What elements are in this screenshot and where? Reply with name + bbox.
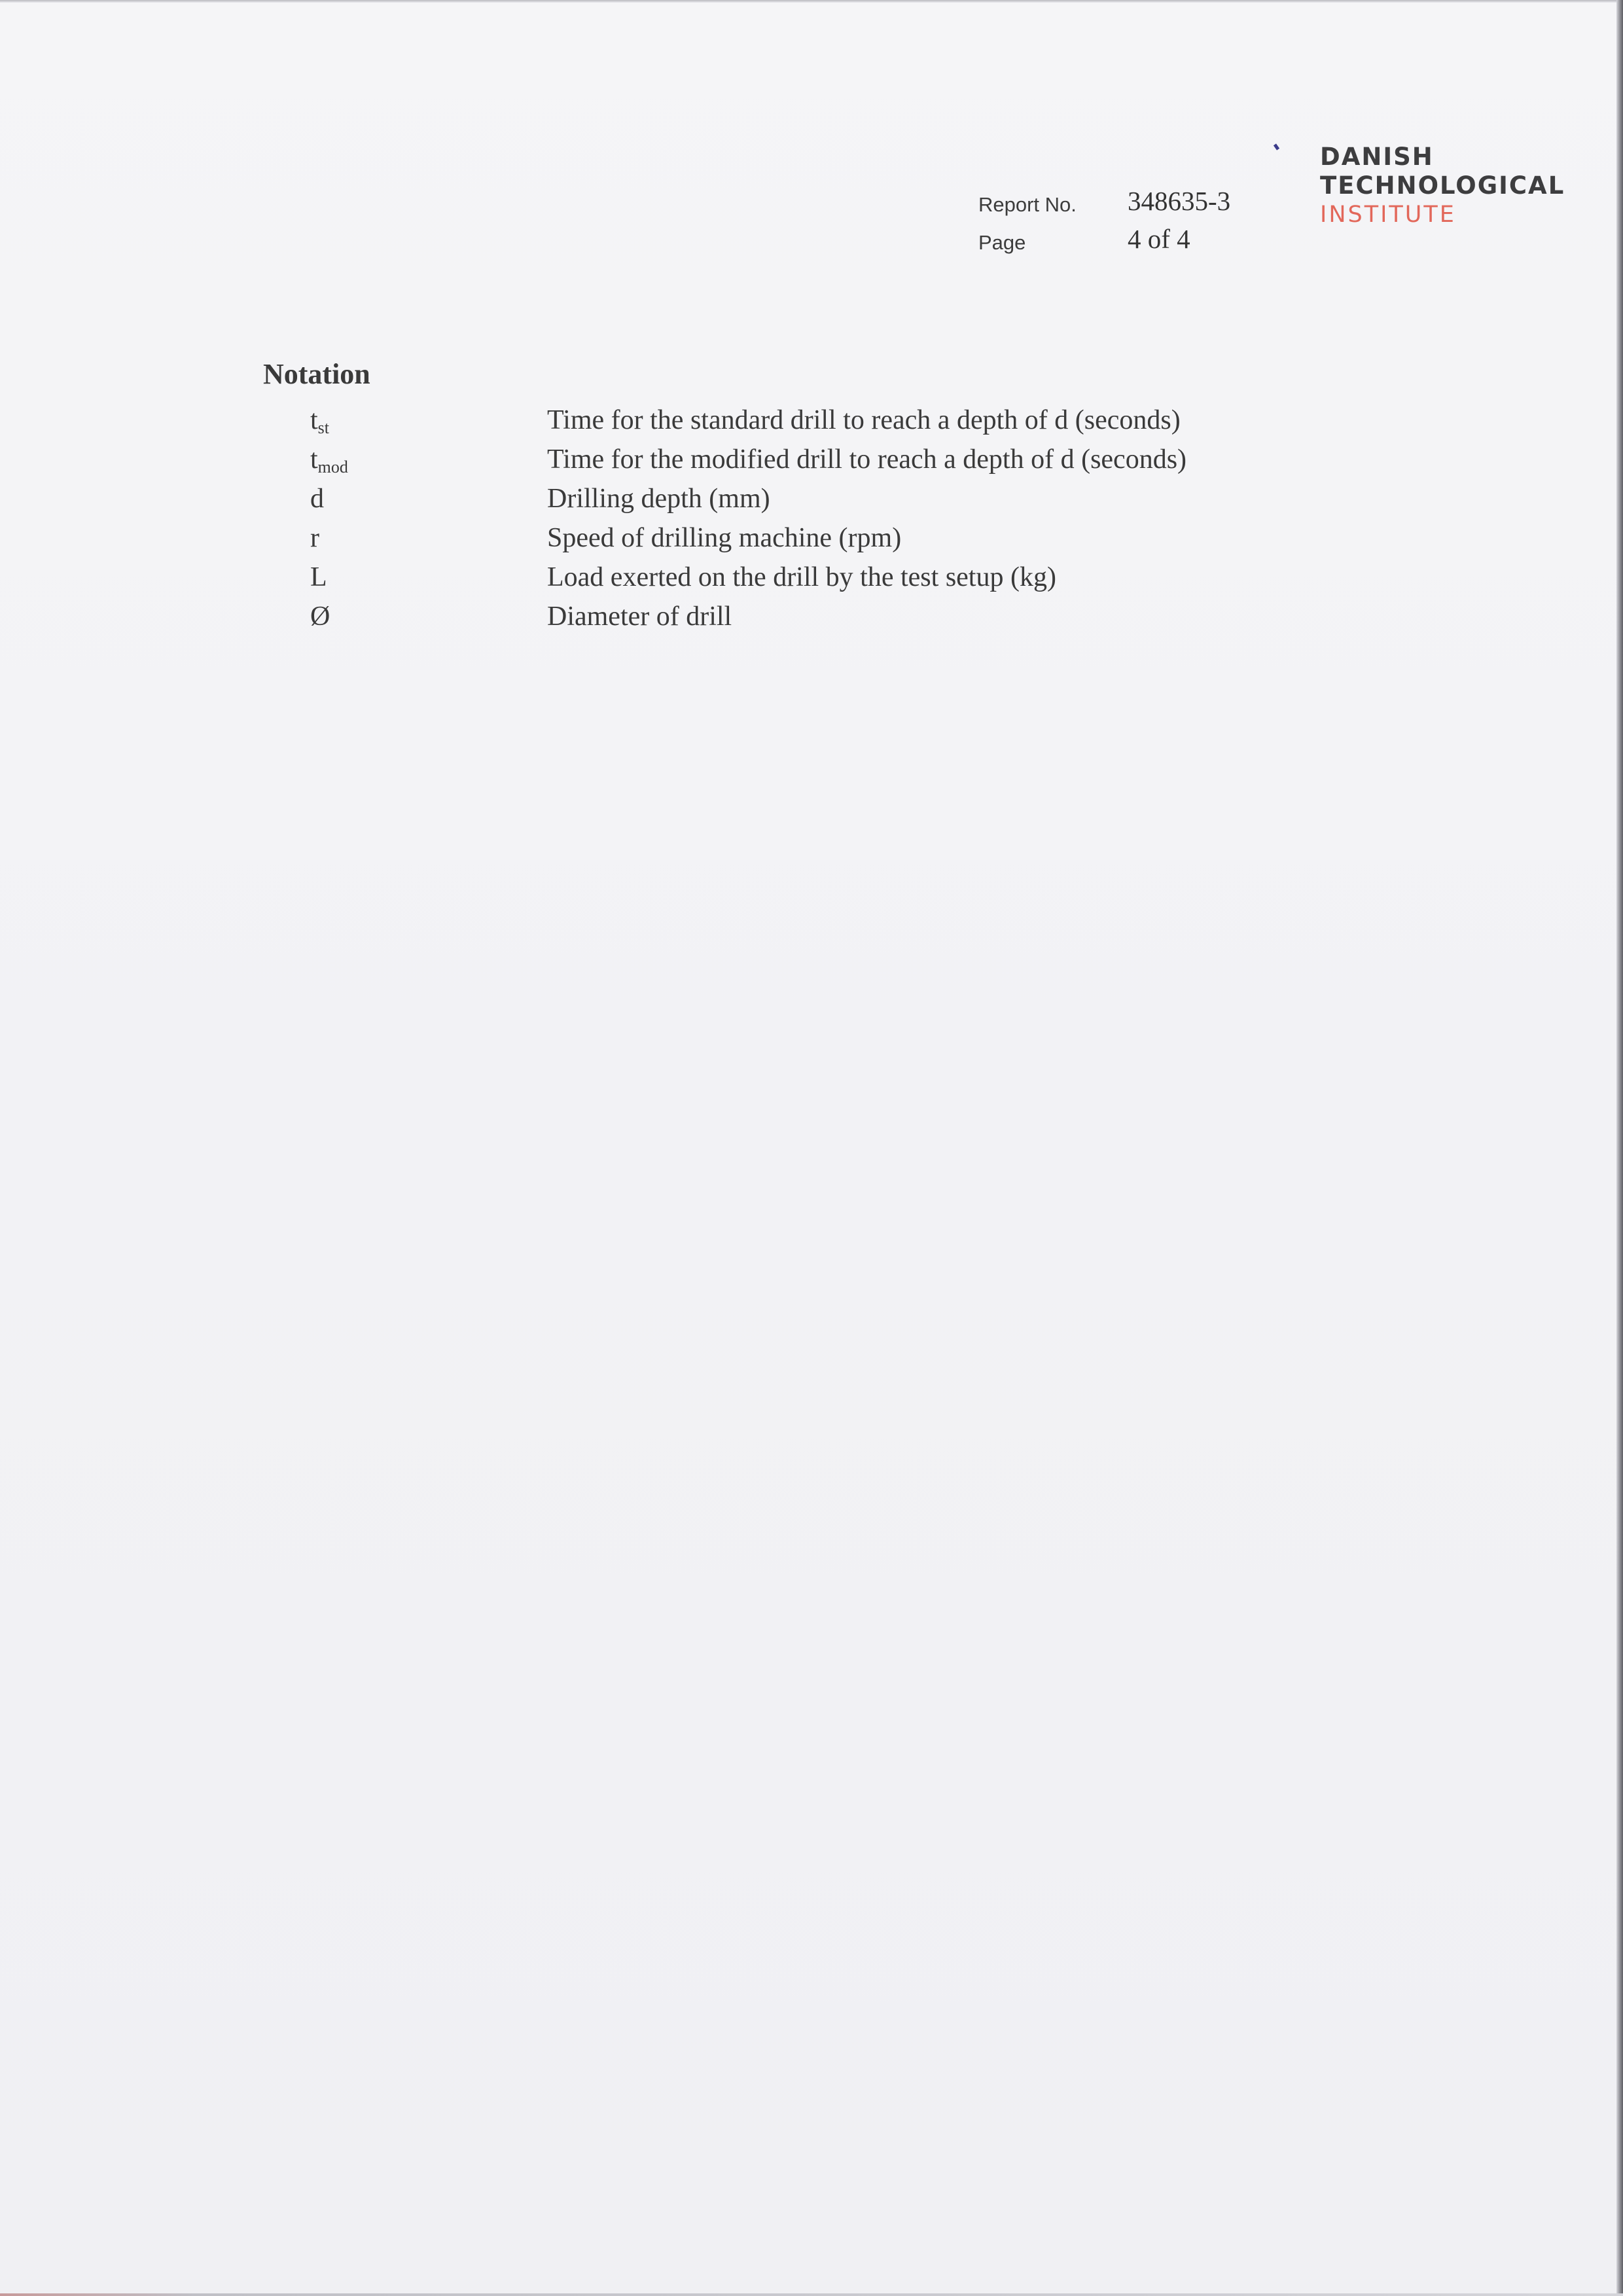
report-number-row xyxy=(978,185,1266,223)
notation-definition: Load exerted on the drill by the test setup (kg) xyxy=(547,562,1056,592)
report-number-label: Report No. xyxy=(978,193,1077,216)
page-number-row xyxy=(978,223,1266,261)
notation-definition: Time for the standard drill to reach a depth of d (seconds) xyxy=(547,405,1181,435)
notation-symbol: L xyxy=(310,562,327,592)
logo-line-1: DANISH xyxy=(1320,143,1434,171)
notation-definition: Diameter of drill xyxy=(547,601,732,632)
scan-edge-right xyxy=(1616,0,1623,2296)
report-info xyxy=(978,185,1266,261)
notation-definition: Speed of drilling machine (rpm) xyxy=(547,523,902,553)
notation-section xyxy=(263,353,1376,636)
notation-heading: Notation xyxy=(263,358,370,390)
notation-symbol: $t_{st}$ xyxy=(310,405,330,437)
notation-subscript: st xyxy=(317,418,330,437)
notation-list xyxy=(263,401,1376,636)
notation-symbol: Ø xyxy=(310,601,330,632)
notation-row xyxy=(263,597,1376,636)
notation-row xyxy=(263,518,1376,558)
scan-edge-bottom xyxy=(0,2293,1623,2296)
notation-row xyxy=(263,440,1376,479)
notation-symbol: $t_{mod}$ xyxy=(310,444,348,476)
logo-line-3: INSTITUTE xyxy=(1320,202,1456,228)
notation-subscript: mod xyxy=(317,457,348,476)
notation-definition: Time for the modified drill to reach a depth of d (seconds) xyxy=(547,444,1187,475)
report-number-value: 348635-3 xyxy=(1128,186,1231,216)
notation-definition: Drilling depth (mm) xyxy=(547,484,770,514)
page-value: 4 of 4 xyxy=(1128,224,1190,254)
logo-line-2: TECHNOLOGICAL xyxy=(1320,171,1565,200)
notation-row xyxy=(263,558,1376,597)
page-label: Page xyxy=(978,231,1026,254)
scan-edge-top xyxy=(0,0,1623,3)
notation-row xyxy=(263,401,1376,440)
notation-row xyxy=(263,479,1376,518)
notation-symbol: d xyxy=(310,484,324,514)
notation-symbol: r xyxy=(310,523,319,553)
institute-logo xyxy=(1320,143,1582,229)
logo-mark xyxy=(1274,143,1279,150)
